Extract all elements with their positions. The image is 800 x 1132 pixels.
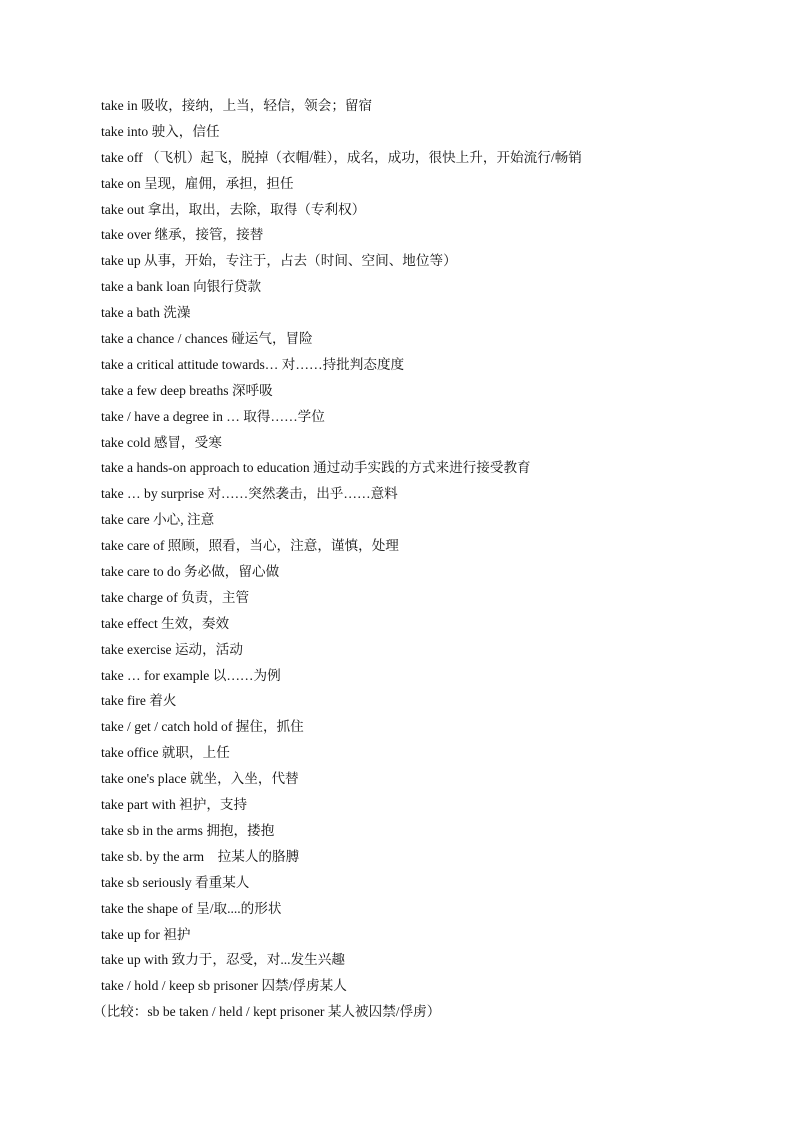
phrase-entry-take-the-shape-of: take the shape of 呈/取....的形状 [101, 900, 282, 916]
phrase-entry-take-in: take in 吸收，接纳，上当，轻信，领会；留宿 [101, 98, 373, 113]
phrase-entry-take-a-few-deep-breaths: take a few deep breaths 深呼吸 [101, 382, 273, 398]
phrase-entry-take-sb-prisoner: take / hold / keep sb prisoner 囚禁/俘虏某人 [101, 978, 347, 994]
phrase-entry-take-sb-by-the-arm: take sb. by the arm 拉某人的胳膊 [101, 848, 300, 864]
phrase-entry-take-charge-of: take charge of 负责，主管 [101, 589, 250, 605]
phrase-entry-take-a-bath: take a bath 洗澡 [101, 305, 191, 321]
phrase-entry-take-a-degree: take / have a degree in … 取得……学位 [101, 408, 325, 424]
phrase-entry-take-a-chance: take a chance / chances 碰运气，冒险 [101, 331, 313, 347]
phrase-entry-take-up-with: take up with 致力于，忍受，对...发生兴趣 [101, 952, 345, 968]
phrase-entry-take-part-with: take part with 袒护，支持 [101, 797, 248, 813]
phrase-entry-take-care: take care 小心, 注意 [101, 512, 215, 528]
phrase-entry-take-exercise: take exercise 运动，活动 [101, 641, 243, 657]
phrase-entry-take-care-of: take care of 照顾，照看，当心，注意，谨慎，处理 [101, 538, 399, 554]
phrase-entry-take-effect: take effect 生效，奏效 [101, 615, 230, 631]
phrase-entry-take-sb-in-the-arms: take sb in the arms 拥抱，搂抱 [101, 822, 275, 838]
phrase-entry-take-up: take up 从事，开始，专注于，占去（时间、空间、地位等） [101, 253, 457, 269]
phrase-entry-take-a-bank-loan: take a bank loan 向银行贷款 [101, 279, 262, 295]
phrase-entry-take-by-surprise: take … by surprise 对……突然袭击，出乎……意料 [101, 486, 398, 502]
phrase-entry-take-for-example: take … for example 以……为例 [101, 667, 281, 683]
phrase-entry-take-a-critical-attitude: take a critical attitude towards… 对……持批判态度度 [101, 356, 405, 372]
phrase-entry-take-hold-of: take / get / catch hold of 握住，抓住 [101, 719, 304, 735]
phrase-entry-take-office: take office 就职，上任 [101, 745, 230, 761]
phrase-entry-take-fire: take fire 着火 [101, 693, 177, 709]
phrase-entry-take-sb-seriously: take sb seriously 看重某人 [101, 874, 250, 890]
phrase-entry-take-up-for: take up for 袒护 [101, 926, 191, 942]
phrase-entry-take-out: take out 拿出，取出，去除，取得（专利权） [101, 201, 366, 217]
phrase-entry-take-ones-place: take one's place 就坐，入坐，代替 [101, 771, 299, 787]
phrase-entry-take-off: take off （飞机）起飞，脱掉（衣帽/鞋），成名，成功，很快上升，开始流行/畅销 [101, 149, 582, 165]
phrase-list [93, 93, 721, 1025]
phrase-entry-take-care-to-do: take care to do 务必做，留心做 [101, 564, 280, 580]
phrase-entry-take-over: take over 继承，接管，接替 [101, 227, 264, 243]
phrase-entry-take-cold: take cold 感冒，受寒 [101, 434, 222, 450]
phrase-entry-take-on: take on 呈现，雇佣，承担，担任 [101, 175, 294, 191]
phrase-entry-take-a-hands-on-approach: take a hands-on approach to education 通过动手实践的方式来进行接受教育 [101, 460, 531, 476]
phrase-entry-take-into: take into 驶入，信任 [101, 123, 220, 139]
comparison-note: （比较：sb be taken / held / kept prisoner 某人被囚禁/俘虏） [93, 1004, 441, 1020]
